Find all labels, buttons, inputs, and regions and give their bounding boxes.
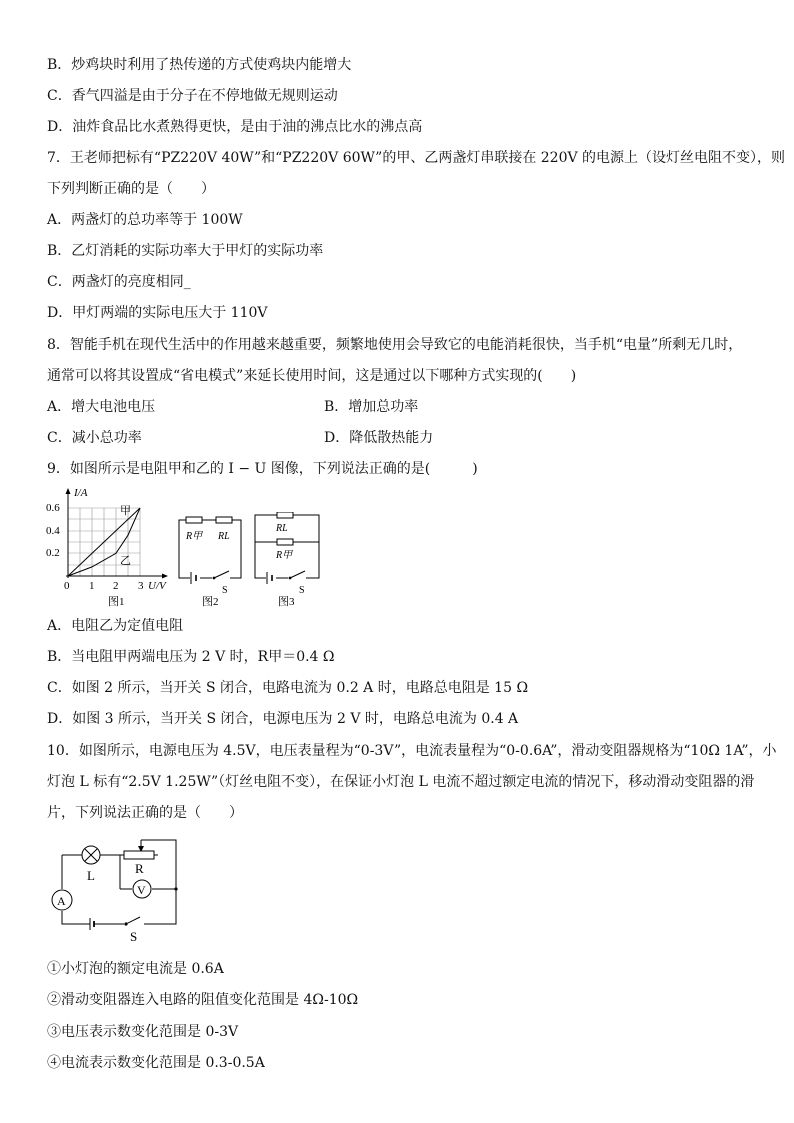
label-voltmeter-v: V	[137, 883, 146, 897]
figure-2-caption: 图2	[202, 596, 219, 608]
circuit-wire	[179, 520, 241, 578]
label-rl: RL	[218, 531, 230, 542]
statement-4-q10: ④电流表示数变化范围是 0.3-0.5A	[47, 1055, 265, 1071]
option-c-q8: C．减小总功率	[47, 430, 142, 446]
y-tick-0.2: 0.2	[46, 547, 60, 559]
option-b-q8: B．增加总功率	[324, 399, 419, 415]
label-rl: RL	[276, 523, 288, 534]
label-switch-s: S	[130, 929, 138, 944]
option-b-q7: B．乙灯消耗的实际功率大于甲灯的实际功率	[47, 243, 324, 259]
statement-2-q10: ②滑动变阻器连入电路的阻值变化范围是 4Ω-10Ω	[47, 992, 359, 1008]
option-c-q6: C．香气四溢是由于分子在不停地做无规则运动	[47, 88, 338, 104]
label-jia: 甲	[120, 505, 131, 517]
option-a-q9: A．电阻乙为定值电阻	[47, 618, 184, 634]
question-10-stem-cont: 灯泡 L 标有“2.5V 1.25W”（灯丝电阻不变），在保证小灯泡 L 电流不超过额定电流的情况下，移动滑动变阻器的滑	[47, 774, 755, 790]
resistor-r-jia	[277, 539, 293, 545]
question-7-stem-cont: 下列判断正确的是（ ）	[47, 181, 215, 197]
left-wire-bottom	[62, 911, 90, 924]
question-8-stem-cont: 通常可以将其设置成“省电模式”来延长使用时间，这是通过以下哪种方式实现的( )	[47, 368, 577, 384]
option-d-q9: D．如图 3 所示，当开关 S 闭合，电源电压为 2 V 时，电路总电流为 0.4 A	[47, 711, 519, 727]
x-tick-0: 0	[64, 580, 70, 592]
y-axis-label: I/A	[74, 487, 88, 499]
y-axis-arrow	[66, 488, 71, 494]
rheostat-r-icon	[124, 851, 154, 859]
option-a-q7: A．两盏灯的总功率等于 100W	[47, 212, 243, 228]
question-7-stem: 7．王老师把标有“PZ220V 40W”和“PZ220V 60W”的甲、乙两盏灯串联接在 220V 的电源上（设灯丝电阻不变），则	[47, 150, 786, 166]
y-tick-0.6: 0.6	[46, 502, 60, 514]
option-d-q7: D．甲灯两端的实际电压大于 110V	[47, 305, 268, 321]
statement-3-q10: ③电压表示数变化范围是 0-3V	[47, 1024, 239, 1040]
x-tick-2: 2	[113, 580, 119, 592]
option-d-q6: D．油炸食品比水煮熟得更快，是由于油的沸点比水的沸点高	[47, 119, 423, 135]
option-a-q8: A．增大电池电压	[47, 399, 156, 415]
option-c-q7: C．两盏灯的亮度相同_	[47, 274, 191, 290]
label-ammeter-a: A	[57, 894, 66, 908]
question-9-stem: 9．如图所示是电阻甲和乙的 I − U 图像，下列说法正确的是( )	[47, 461, 478, 477]
label-switch-s: S	[222, 585, 228, 596]
circuit-figure-2	[174, 512, 250, 612]
figure-1-caption: 图1	[108, 596, 125, 608]
option-b-q9: B．当电阻甲两端电压为 2 V 时，R甲＝0.4 Ω	[47, 649, 335, 665]
question-8-stem: 8．智能手机在现代生活中的作用越来越重要，频繁地使用会导致它的电能消耗很快，当手机“电量”所剩无几时，	[47, 337, 743, 353]
circuit-figure-3	[250, 512, 326, 612]
label-r-jia: R甲	[276, 550, 293, 561]
circuit-figure-q10	[44, 834, 194, 944]
question-10-stem: 10．如图所示，电源电压为 4.5V，电压表量程为“0-3V”，电流表量程为“0-0.6A”，滑动变阻器规格为“10Ω 1A”，小	[47, 743, 777, 759]
x-axis-label: U/V	[148, 580, 166, 592]
y-tick-0.4: 0.4	[46, 525, 60, 537]
option-d-q8: D．降低散热能力	[324, 430, 434, 446]
label-r-jia: R甲	[186, 531, 203, 542]
label-rheostat-r: R	[135, 861, 144, 876]
option-c-q9: C．如图 2 所示，当开关 S 闭合，电路电流为 0.2 A 时，电路总电阻是 15 Ω	[47, 680, 529, 696]
x-axis-arrow	[162, 574, 168, 579]
label-yi: 乙	[120, 555, 131, 567]
resistor-rl	[277, 512, 293, 518]
x-tick-3: 3	[138, 580, 144, 592]
label-lamp-l: L	[87, 868, 95, 883]
x-tick-1: 1	[89, 580, 95, 592]
resistor-r-jia	[186, 517, 202, 523]
label-switch-s: S	[299, 585, 305, 596]
question-10-stem-end: 片，下列说法正确的是（ ）	[47, 805, 243, 821]
resistor-rl	[216, 517, 232, 523]
switch-s-icon	[126, 917, 140, 924]
figure-3-caption: 图3	[278, 596, 295, 608]
option-b-q6: B．炒鸡块时利用了热传递的方式使鸡块内能增大	[47, 57, 352, 73]
iu-graph-figure	[44, 484, 184, 612]
statement-1-q10: ①小灯泡的额定电流是 0.6A	[47, 961, 224, 977]
